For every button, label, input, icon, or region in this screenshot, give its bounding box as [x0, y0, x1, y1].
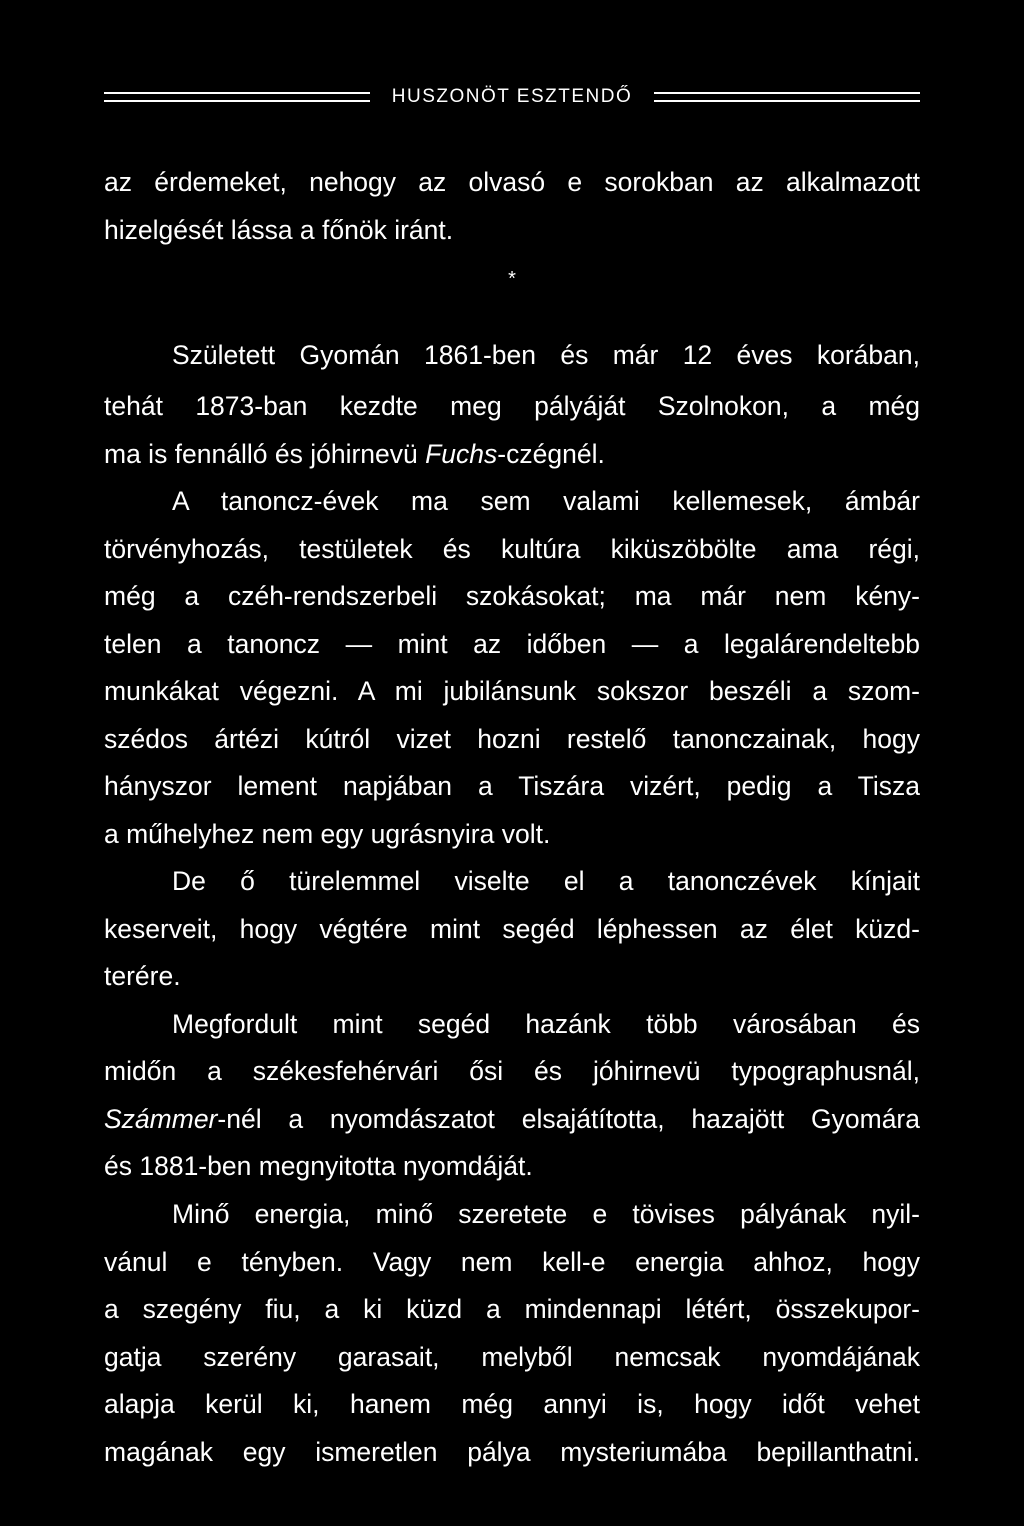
running-header [104, 82, 920, 112]
text-line-16: terére. [104, 961, 181, 991]
text-line-4: tehát 1873-ban kezdte meg pályáját Szolnokon, a még [104, 391, 920, 421]
text-line-9: telen a tanoncz — mint az időben — a legalárendeltebb [104, 629, 920, 659]
text-line-7: törvényhozás, testületek és kultúra kiküszöbölte ama régi, [104, 534, 920, 564]
text-line-11: szédos ártézi kútról vizet hozni restelő tanonczainak, hogy [104, 724, 920, 754]
text-line-26: magának egy ismeretlen pálya mysteriumába bepillanthatni. [104, 1437, 920, 1467]
text-line-10: munkákat végezni. A mi jubilánsunk sokszor beszéli a szom- [104, 676, 920, 706]
text-line-3: Született Gyomán 1861-ben és már 12 éves korában, [172, 340, 920, 370]
text-line-19-end: -nél a nyomdászatot elsajátította, hazajött Gyomára [217, 1104, 920, 1134]
text-line-20: és 1881-ben megnyitotta nyomdáját. [104, 1151, 533, 1181]
text-line-19 [104, 1102, 920, 1136]
header-rule-right [654, 92, 920, 102]
section-separator: * [508, 268, 516, 290]
text-line-5-start: ma is fennálló és jóhirnevü [104, 439, 426, 469]
text-line-5 [104, 437, 920, 471]
text-line-2: hizelgését lássa a főnök iránt. [104, 215, 454, 245]
text-line-12: hányszor lement napjában a Tiszára vizért, pedig a Tisza [104, 771, 920, 801]
text-line-5-end: -czégnél. [497, 439, 605, 469]
text-line-15: keserveit, hogy végtére mint segéd léphessen az élet küzd- [104, 914, 920, 944]
text-line-19-name-italic: Számmer [104, 1104, 218, 1134]
text-line-25: alapja kerül ki, hanem még annyi is, hogy időt vehet [104, 1389, 920, 1419]
text-line-21: Minő energia, minő szeretete e tövises pályának nyil- [172, 1199, 920, 1229]
text-line-17: Megfordult mint segéd hazánk több városában és [172, 1009, 920, 1039]
text-line-1: az érdemeket, nehogy az olvasó e sorokban az alkalmazott [104, 167, 920, 197]
text-line-14: De ő türelemmel viselte el a tanonczévek kínjait [172, 866, 920, 896]
text-line-24: gatja szerény garasait, melyből nemcsak nyomdájának [104, 1342, 920, 1372]
running-head-title: HUSZONÖT ESZTENDŐ [391, 86, 633, 107]
text-line-13: a műhelyhez nem egy ugrásnyira volt. [104, 819, 551, 849]
text-line-18: midőn a székesfehérvári ősi és jóhirnevü typographusnál, [104, 1056, 920, 1086]
header-rule-left [104, 92, 370, 102]
text-line-8: még a czéh-rendszerbeli szokásokat; ma már nem kény- [104, 581, 920, 611]
text-line-6: A tanoncz-évek ma sem valami kellemesek, ámbár [172, 486, 920, 516]
text-line-5-name-italic: Fuchs [425, 439, 498, 469]
text-line-23: a szegény fiu, a ki küzd a mindennapi létért, összekupor- [104, 1294, 920, 1324]
text-line-22: vánul e tényben. Vagy nem kell-e energia ahhoz, hogy [104, 1247, 920, 1277]
